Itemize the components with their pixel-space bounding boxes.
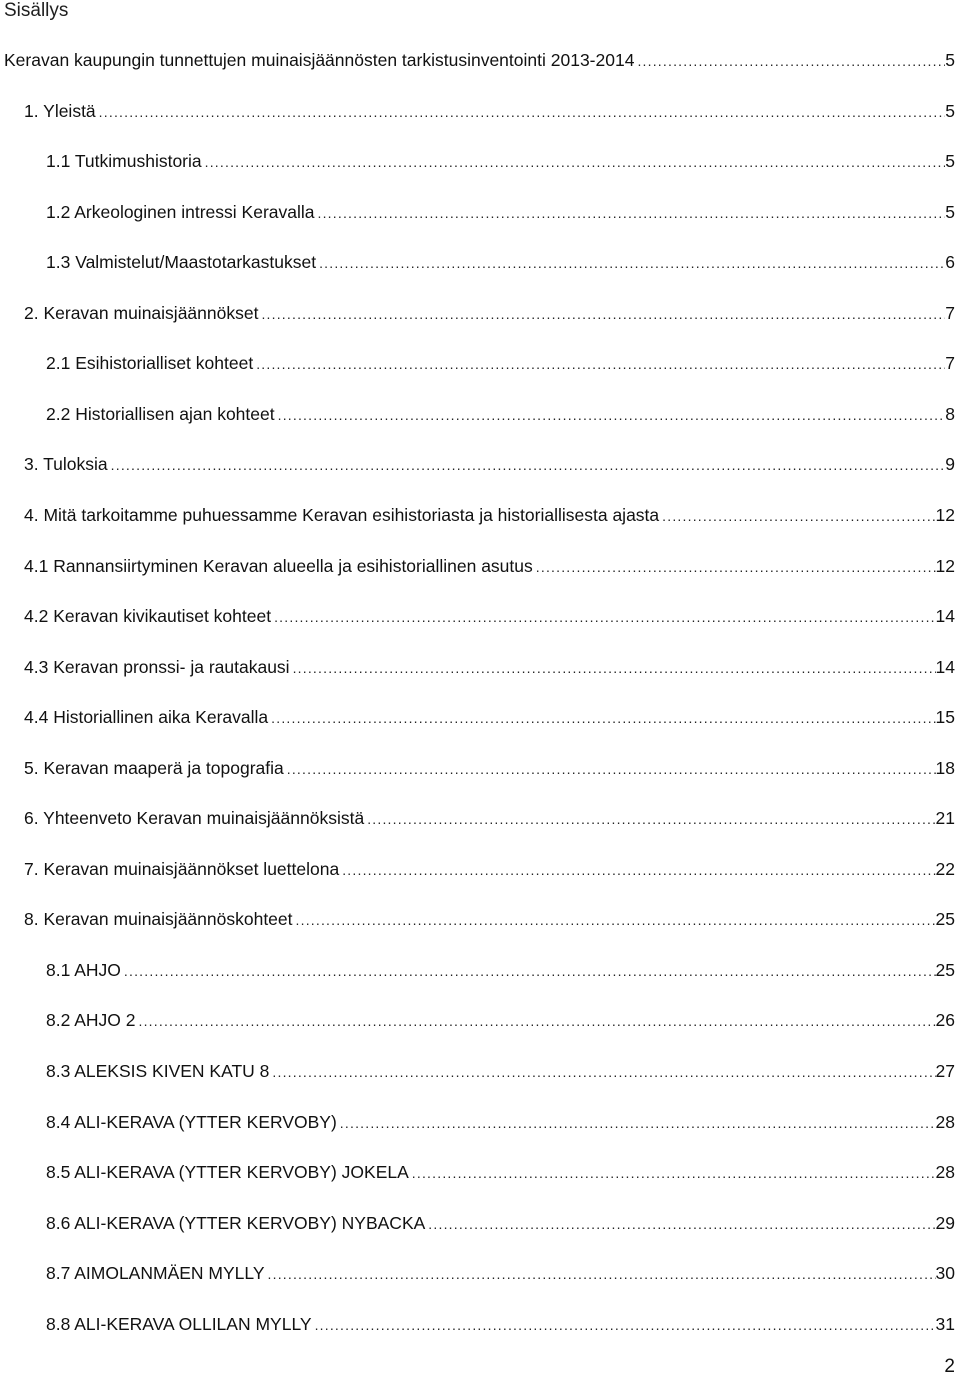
- toc-entry-title: 4.3 Keravan pronssi- ja rautakausi: [24, 657, 290, 677]
- toc-entry-title: 4.1 Rannansiirtyminen Keravan alueella ja esihistoriallinen asutus: [24, 556, 533, 576]
- toc-entry-title: 5. Keravan maaperä ja topografia: [24, 758, 284, 778]
- toc-dot-leader: [316, 250, 945, 276]
- toc-entry-title: 1.3 Valmistelut/Maastotarkastukset: [46, 252, 317, 272]
- toc-entry-title: 3. Tuloksia: [24, 454, 108, 474]
- toc-entry-title: 4. Mitä tarkoitamme puhuessamme Keravan esihistoriasta ja historiallisesta ajasta: [24, 505, 660, 525]
- toc-entry[interactable]: [0, 553, 960, 579]
- page-number: 2: [944, 1356, 955, 1377]
- toc-entry-title: 2.2 Historiallisen ajan kohteet: [46, 404, 275, 424]
- toc-row: [4, 47, 955, 73]
- toc-entry-page: 14: [935, 657, 955, 677]
- toc-entry-page: 7: [945, 303, 955, 323]
- toc-row: [24, 553, 955, 579]
- toc-entry[interactable]: [0, 300, 960, 326]
- toc-row: [24, 502, 955, 528]
- toc-entry[interactable]: [0, 249, 960, 275]
- toc-row: [46, 1260, 955, 1286]
- toc-row: [46, 401, 955, 427]
- toc-entry-title: 4.2 Keravan kivikautiset kohteet: [24, 606, 272, 626]
- toc-dot-leader: [269, 1059, 935, 1085]
- toc-entry[interactable]: [0, 47, 960, 73]
- toc-row: [24, 451, 955, 477]
- toc-entry-page: 5: [945, 151, 955, 171]
- toc-entry[interactable]: [0, 856, 960, 882]
- toc-dot-leader: [271, 604, 935, 630]
- toc-entry-page: 21: [935, 808, 955, 828]
- toc-entry-title: 8.1 AHJO: [46, 960, 121, 980]
- toc-row: [46, 350, 955, 376]
- toc-entry[interactable]: [0, 1210, 960, 1236]
- toc-dot-leader: [337, 1110, 936, 1136]
- toc-entry[interactable]: [0, 704, 960, 730]
- toc-entry-page: 25: [935, 909, 955, 929]
- toc-entry-page: 9: [945, 454, 955, 474]
- toc-row: [46, 1007, 955, 1033]
- toc-entry-title: 8.3 ALEKSIS KIVEN KATU 8: [46, 1061, 270, 1081]
- toc-entry-title: 8. Keravan muinaisjäännöskohteet: [24, 909, 293, 929]
- toc-row: [46, 1159, 955, 1185]
- toc-entry-page: 5: [945, 202, 955, 222]
- toc-entry-title: 1.1 Tutkimushistoria: [46, 151, 202, 171]
- toc-entry[interactable]: [0, 148, 960, 174]
- toc-dot-leader: [425, 1211, 935, 1237]
- toc-row: [24, 704, 955, 730]
- toc-dot-leader: [258, 301, 945, 327]
- toc-entry-page: 22: [935, 859, 955, 879]
- toc-dot-leader: [108, 452, 946, 478]
- toc-entry-page: 8: [945, 404, 955, 424]
- toc-row: [46, 1210, 955, 1236]
- toc-row: [46, 1311, 955, 1337]
- toc-entry-page: 18: [935, 758, 955, 778]
- toc-entry[interactable]: [0, 1260, 960, 1286]
- toc-dot-leader: [253, 351, 945, 377]
- toc-heading: Sisällys: [4, 0, 69, 21]
- toc-row: [24, 603, 955, 629]
- toc-dot-leader: [315, 200, 946, 226]
- toc-entry[interactable]: [0, 451, 960, 477]
- toc-entry-page: 29: [935, 1213, 955, 1233]
- toc-entry[interactable]: [0, 957, 960, 983]
- toc-dot-leader: [312, 1312, 936, 1338]
- toc-dot-leader: [275, 402, 946, 428]
- toc-row: [24, 856, 955, 882]
- toc-entry-title: 8.5 ALI-KERAVA (YTTER KERVOBY) JOKELA: [46, 1162, 409, 1182]
- toc-entry-page: 30: [935, 1263, 955, 1283]
- toc-entry-title: 8.2 AHJO 2: [46, 1010, 136, 1030]
- toc-entry-title: 4.4 Historiallinen aika Keravalla: [24, 707, 269, 727]
- toc-dot-leader: [96, 99, 946, 125]
- toc-dot-leader: [284, 756, 936, 782]
- toc-entry-title: 1.2 Arkeologinen intressi Keravalla: [46, 202, 315, 222]
- toc-entry[interactable]: [0, 350, 960, 376]
- toc-row: [24, 755, 955, 781]
- toc-row: [24, 300, 955, 326]
- toc-entry-page: 6: [945, 252, 955, 272]
- toc-entry-title: 8.6 ALI-KERAVA (YTTER KERVOBY) NYBACKA: [46, 1213, 426, 1233]
- toc-row: [24, 906, 955, 932]
- toc-entry[interactable]: [0, 805, 960, 831]
- toc-entry-page: 5: [945, 50, 955, 70]
- toc-entry-page: 25: [935, 960, 955, 980]
- toc-dot-leader: [634, 48, 945, 74]
- toc-dot-leader: [339, 857, 935, 883]
- toc-entry-title: Keravan kaupungin tunnettujen muinaisjäännösten tarkistusinventointi 2013-2014: [4, 50, 635, 70]
- toc-dot-leader: [290, 655, 936, 681]
- toc-entry-title: 6. Yhteenveto Keravan muinaisjäännöksistä: [24, 808, 365, 828]
- toc-row: [46, 249, 955, 275]
- toc-row: [46, 957, 955, 983]
- toc-entry[interactable]: [0, 654, 960, 680]
- toc-entry-title: 2.1 Esihistorialliset kohteet: [46, 353, 254, 373]
- toc-entry-page: 15: [935, 707, 955, 727]
- toc-entry-title: 8.4 ALI-KERAVA (YTTER KERVOBY): [46, 1112, 337, 1132]
- toc-entry[interactable]: [0, 755, 960, 781]
- toc-entry-page: 12: [935, 505, 955, 525]
- toc-entry-page: 5: [945, 101, 955, 121]
- toc-dot-leader: [136, 1008, 936, 1034]
- toc-entry-title: 8.8 ALI-KERAVA OLLILAN MYLLY: [46, 1314, 312, 1334]
- toc-entry[interactable]: [0, 906, 960, 932]
- toc-entry[interactable]: [0, 603, 960, 629]
- toc-entry-page: 28: [935, 1162, 955, 1182]
- toc-entry-title: 2. Keravan muinaisjäännökset: [24, 303, 259, 323]
- toc-entry[interactable]: [0, 199, 960, 225]
- toc-entry-page: 12: [935, 556, 955, 576]
- toc-dot-leader: [364, 806, 935, 832]
- toc-row: [46, 1058, 955, 1084]
- toc-row: [24, 98, 955, 124]
- toc-entry[interactable]: [0, 1311, 960, 1337]
- toc-dot-leader: [409, 1160, 936, 1186]
- toc-entry[interactable]: [0, 1007, 960, 1033]
- toc-entry[interactable]: [0, 401, 960, 427]
- toc-entry[interactable]: [0, 98, 960, 124]
- toc-row: [24, 805, 955, 831]
- toc-row: [46, 1109, 955, 1135]
- toc-entry[interactable]: [0, 1109, 960, 1135]
- toc-entry-title: 7. Keravan muinaisjäännökset luettelona: [24, 859, 340, 879]
- toc-entry-page: 26: [935, 1010, 955, 1030]
- toc-dot-leader: [659, 503, 935, 529]
- toc-dot-leader: [533, 554, 936, 580]
- toc-entry[interactable]: [0, 1058, 960, 1084]
- toc-dot-leader: [265, 1261, 936, 1287]
- toc-entry-page: 7: [945, 353, 955, 373]
- toc-dot-leader: [268, 705, 935, 731]
- toc-entry-title: 8.7 AIMOLANMÄEN MYLLY: [46, 1263, 265, 1283]
- toc-entry-page: 27: [935, 1061, 955, 1081]
- toc-entry-page: 14: [935, 606, 955, 626]
- toc-entry-page: 28: [935, 1112, 955, 1132]
- toc-entry-title: 1. Yleistä: [24, 101, 96, 121]
- toc-row: [46, 148, 955, 174]
- toc-dot-leader: [293, 907, 936, 933]
- toc-dot-leader: [121, 958, 936, 984]
- toc-row: [46, 199, 955, 225]
- toc-row: [24, 654, 955, 680]
- toc-entry[interactable]: [0, 502, 960, 528]
- toc-entry-page: 31: [935, 1314, 955, 1334]
- toc-dot-leader: [202, 149, 946, 175]
- toc-entry[interactable]: [0, 1159, 960, 1185]
